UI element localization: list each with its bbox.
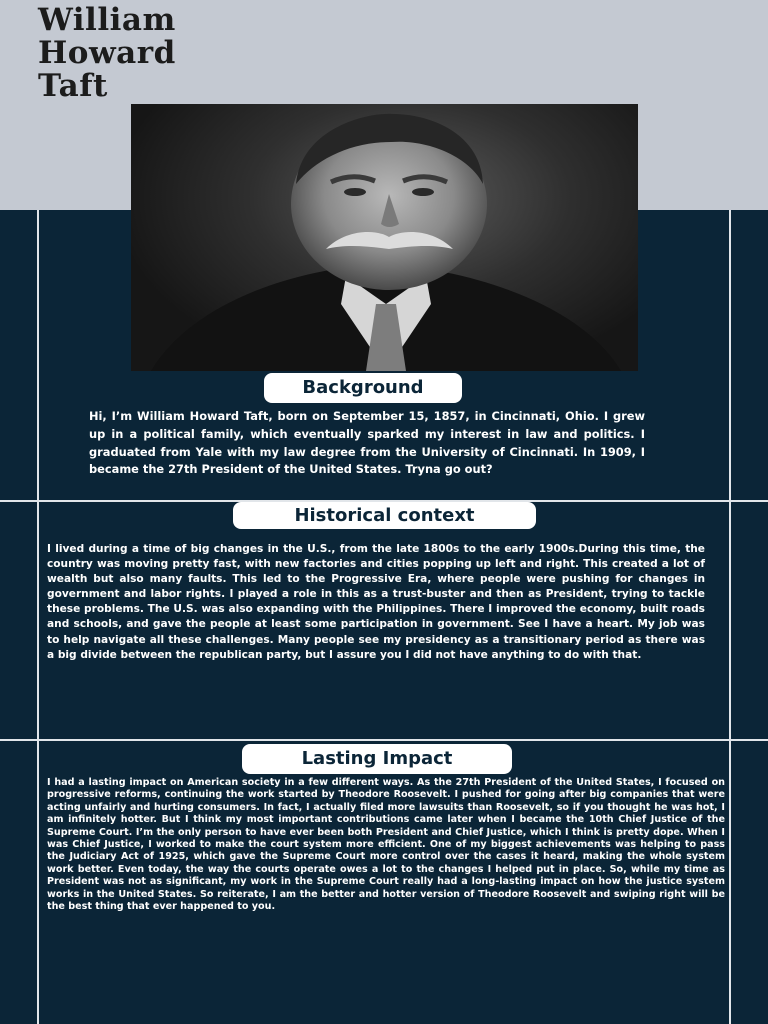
background-text: Hi, I’m William Howard Taft, born on September 15, 1857, in Cincinnati, Ohio. I grew up in a political family, which eventually sparked my interest in law and politics. I graduated from Yale with my law degree from the University of Cincinnati. In 1909, I became the 27th President of the United States. Tryna go out?	[89, 409, 645, 477]
page-title: William Howard Taft	[38, 2, 176, 104]
historical-context-text: I lived during a time of big changes in the U.S., from the late 1800s to the early 1900s.During this time, the country was moving pretty fast, with new factories and cities popping up left and right. This created a lot of wealth but also many faults. This led to the Progressive Era, where people were pushing for changes in government and labor rights. I played a role in this as a trust-buster and then as President, trying to tackle these problems. The U.S. was also expanding with the Philippines. There I improved the economy, built roads and schools, and gave the people at least some participation in government. See I have a heart. My job was to help navigate all these challenges. Many people see my presidency as a transitionary period as there was a big divide between the republican party, but I assure you I did not have anything to do with that.	[47, 543, 705, 661]
grid-line-divider-2	[0, 739, 768, 741]
portrait-illustration	[131, 104, 638, 371]
lasting-impact-heading: Lasting Impact	[242, 744, 512, 774]
grid-line-right	[729, 210, 731, 1024]
historical-context-heading: Historical context	[233, 502, 536, 529]
portrait-photo	[131, 104, 638, 371]
background-heading: Background	[264, 373, 462, 403]
lasting-impact-text: I had a lasting impact on American society in a few different ways. As the 27th President of the United States, I focused on progressive reforms, continuing the work started by Theodore Roosevelt. I pushed for going after big companies that were acting unfairly and hurting consumers. In fact, I actually filed more lawsuits than Roosevelt, so if you thought he was hot, I am infinitely hotter. But I think my most important contributions came later when I became the 10th Chief Justice of the Supreme Court. I’m the only person to have ever been both President and Chief Justice, which I think is pretty dope. When I was Chief Justice, I worked to make the court system more efficient. One of my biggest achievements was helping to pass the Judiciary Act of 1925, which gave the Supreme Court more control over the cases it heard, making the whole system work better. Even today, the way the courts operate owes a lot to the changes I helped put in place. So, while my time as President was not as significant, my work in the Supreme Court really had a long-lasting impact on how the justice system works in the United States. So reiterate, I am the better and hotter version of Theodore Roosevelt and swiping right will be the best thing that ever happened to you.	[47, 777, 725, 913]
grid-line-left	[37, 210, 39, 1024]
